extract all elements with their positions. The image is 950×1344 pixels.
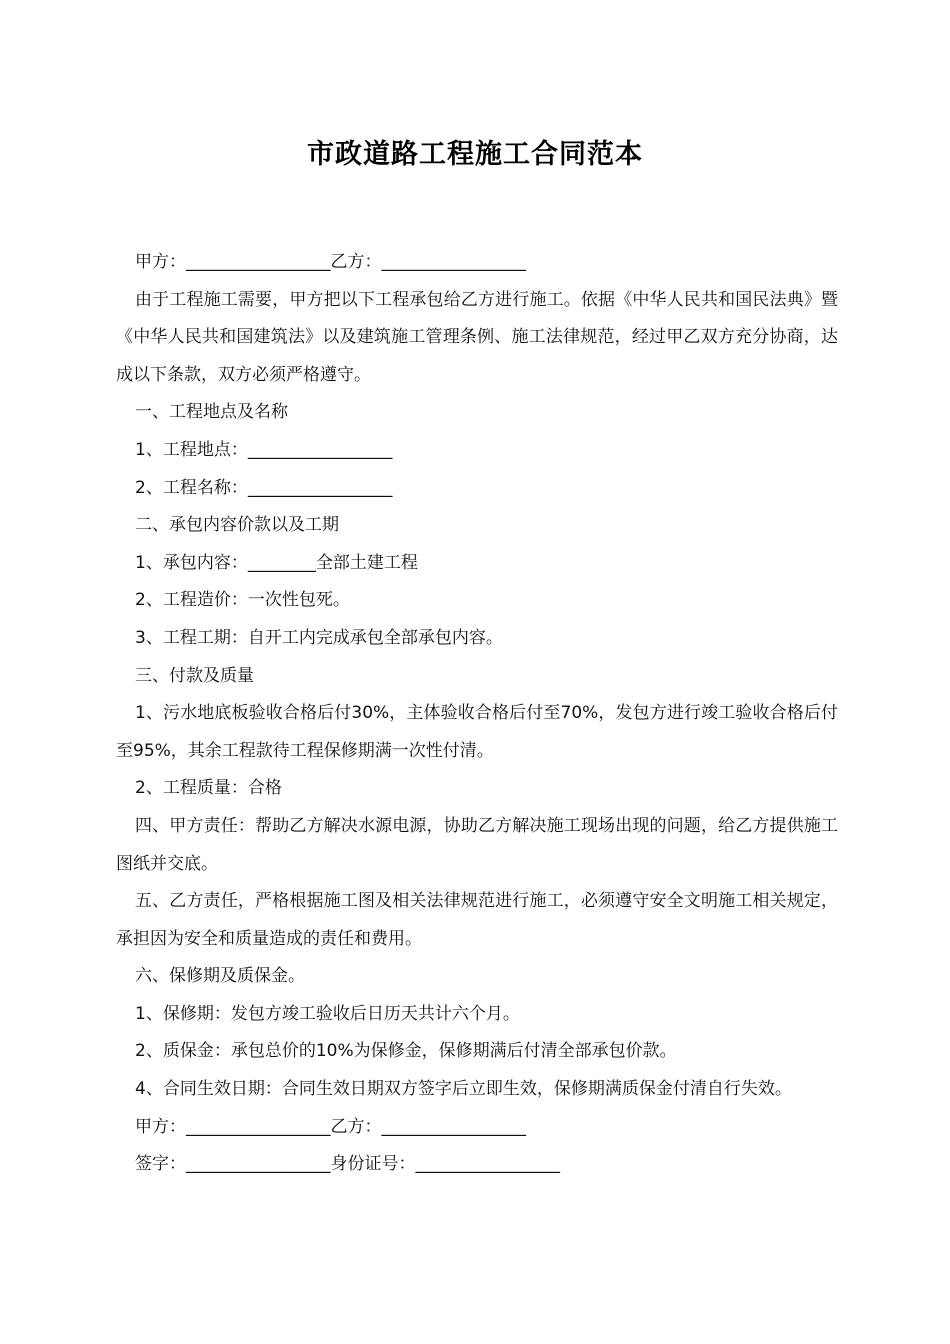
document-body	[116, 244, 838, 1184]
section-party-a-duties: 四、甲方责任：帮助乙方解决水源电源，协助乙方解决施工现场出现的问题，给乙方提供施工图纸并交底。	[116, 815, 838, 874]
clause-scope: 1、承包内容：________全部土建工程	[135, 552, 418, 573]
signature-party-line: 甲方：_________________乙方：_________________	[135, 1116, 526, 1137]
section-heading-2: 二、承包内容价款以及工期	[135, 515, 339, 536]
section-heading-6: 六、保修期及质保金。	[135, 966, 305, 987]
clause-payment: 1、污水地底板验收合格后付30%，主体验收合格后付至70%，发包方进行竣工验收合格后付至95%，其余工程款待工程保修期满一次性付清。	[116, 703, 838, 761]
section-heading-3: 三、付款及质量	[135, 665, 254, 686]
party-line: 甲方：_________________乙方：_________________	[135, 252, 526, 272]
section-heading-1: 一、工程地点及名称	[135, 402, 288, 423]
clause-schedule: 3、工程工期：自开工内完成承包全部承包内容。	[135, 627, 503, 648]
clause-location: 1、工程地点：_________________	[135, 439, 393, 460]
preamble-paragraph: 由于工程施工需要，甲方把以下工程承包给乙方进行施工。依据《中华人民共和国民法典》暨《中华人民共和国建筑法》以及建筑施工管理条例、施工法律规范，经过甲乙双方充分协商，达成以下条款，双方必须严格遵守。	[116, 289, 838, 385]
clause-retention: 2、质保金：承包总价的10%为保修金，保修期满后付清全部承包价款。	[135, 1041, 677, 1062]
clause-warranty: 1、保修期：发包方竣工验收后日历天共计六个月。	[135, 1003, 520, 1024]
clause-name: 2、工程名称：_________________	[135, 477, 393, 498]
clause-quality: 2、工程质量：合格	[135, 778, 282, 799]
section-party-b-duties: 五、乙方责任，严格根据施工图及相关法律规范进行施工，必须遵守安全文明施工相关规定，承担因为安全和质量造成的责任和费用。	[116, 891, 838, 949]
clause-cost: 2、工程造价：一次性包死。	[135, 590, 350, 611]
clause-effective-date: 4、合同生效日期：合同生效日期双方签字后立即生效，保修期满质保金付清自行失效。	[135, 1079, 792, 1100]
document-title: 市政道路工程施工合同范本	[307, 139, 643, 170]
signature-id-line: 签字：_________________身份证号：_________________	[135, 1154, 560, 1175]
